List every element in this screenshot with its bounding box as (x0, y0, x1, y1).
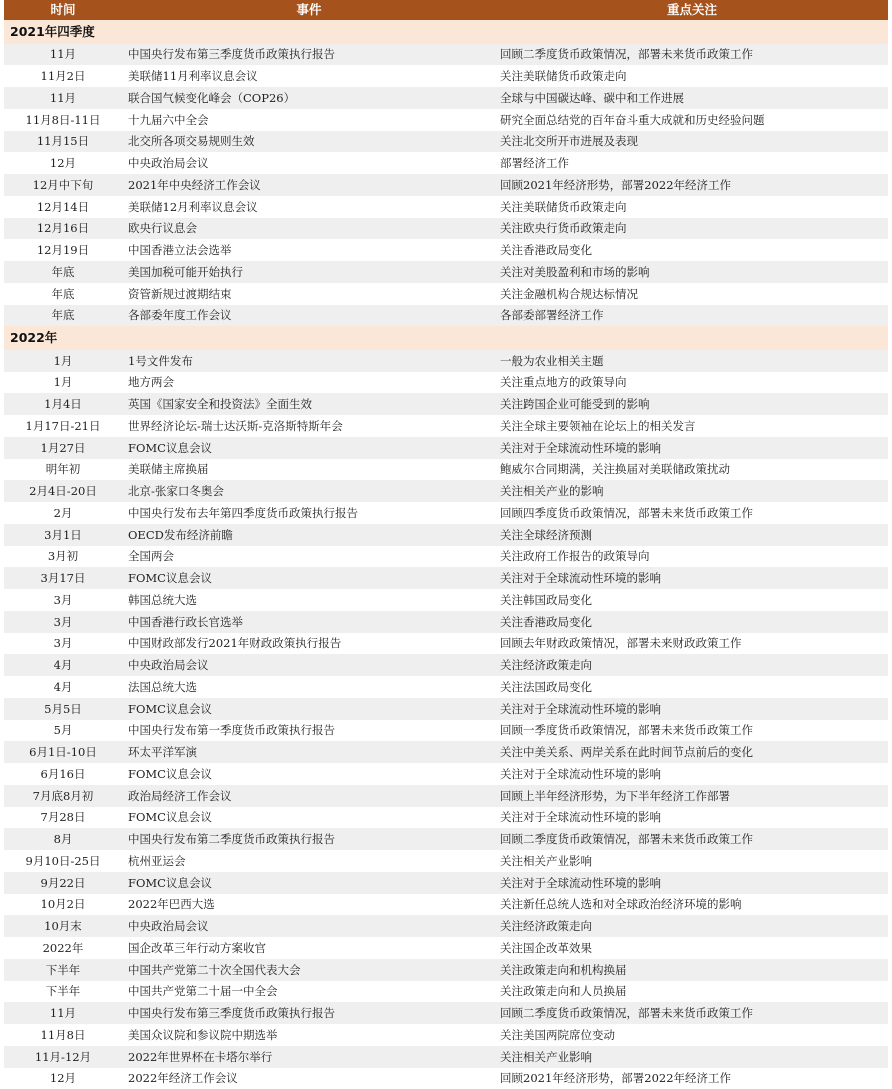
table-row (4, 393, 888, 415)
table-row (4, 850, 888, 872)
table-row (4, 437, 888, 459)
cell-time: 8月 (53, 832, 73, 847)
cell-focus: 关注韩国政局变化 (500, 592, 592, 607)
cell-focus: 回顾二季度货币政策情况，部署未来货币政策工作 (500, 47, 753, 62)
table-row (4, 785, 888, 807)
cell-focus: 关注经济政策走向 (500, 658, 592, 673)
cell-time: 下半年 (45, 984, 81, 999)
cell-time: 11月 (49, 47, 77, 62)
table-row (4, 261, 888, 283)
cell-time: 12月14日 (36, 199, 90, 214)
table-row (4, 174, 888, 196)
cell-focus: 关注相关产业的影响 (500, 484, 604, 499)
cell-event: 十九届六中全会 (128, 112, 209, 127)
cell-time: 12月 (49, 1071, 77, 1086)
cell-focus: 关注新任总统人选和对全球政治经济环境的影响 (500, 897, 742, 912)
cell-time: 1月27日 (40, 440, 86, 455)
cell-event: 2022年经济工作会议 (128, 1071, 238, 1086)
cell-time: 下半年 (45, 962, 81, 977)
cell-focus: 关注美联储货币政策走向 (500, 199, 627, 214)
table-row (4, 633, 888, 655)
cell-event: OECD发布经济前瞻 (128, 527, 233, 542)
cell-focus: 回顾一季度货币政策情况，部署未来货币政策工作 (500, 723, 753, 738)
cell-time: 6月1日-10日 (29, 745, 97, 760)
cell-time: 6月16日 (40, 766, 86, 781)
cell-time: 2022年 (42, 940, 84, 955)
cell-event: FOMC议息会议 (128, 875, 212, 890)
cell-event: 杭州亚运会 (128, 853, 186, 868)
cell-focus: 关注对于全球流动性环境的影响 (500, 875, 661, 890)
table-row (4, 807, 888, 829)
cell-time: 11月8日-11日 (25, 112, 101, 127)
table-row (4, 305, 888, 327)
cell-time: 11月 (49, 90, 77, 105)
cell-focus: 关注对于全球流动性环境的影响 (500, 701, 661, 716)
table-row (4, 611, 888, 633)
cell-time: 10月末 (44, 919, 82, 934)
table-row (4, 350, 888, 372)
cell-focus: 各部委部署经济工作 (500, 308, 604, 323)
cell-focus: 回顾上半年经济形势，为下半年经济工作部署 (500, 788, 730, 803)
cell-event: 各部委年度工作会议 (128, 308, 232, 323)
cell-event: 欧央行议息会 (128, 221, 197, 236)
cell-event: 中国央行发布第三季度货币政策执行报告 (128, 47, 335, 62)
table-row (4, 1002, 888, 1024)
cell-time: 7月28日 (40, 810, 86, 825)
table-row (4, 654, 888, 676)
cell-time: 5月5日 (44, 701, 82, 716)
table-row (4, 65, 888, 87)
cell-event: 中央政治局会议 (128, 658, 209, 673)
cell-event: 美国加税可能开始执行 (128, 264, 243, 279)
table-row (4, 239, 888, 261)
table-row (4, 196, 888, 218)
table-row (4, 676, 888, 698)
cell-event: 中国香港立法会选举 (128, 243, 232, 258)
cell-focus: 关注金融机构合规达标情况 (500, 286, 638, 301)
table-body (4, 20, 888, 1089)
cell-event: 中国央行发布第三季度货币政策执行报告 (128, 1006, 335, 1021)
cell-event: 美联储12月利率议息会议 (128, 199, 258, 214)
cell-time: 年底 (51, 286, 75, 301)
cell-event: 中国财政部发行2021年财政政策执行报告 (128, 636, 342, 651)
table-row (4, 218, 888, 240)
cell-event: 地方两会 (128, 375, 174, 390)
cell-time: 4月 (53, 658, 73, 673)
table-row (4, 415, 888, 437)
table-row (4, 502, 888, 524)
cell-event: 中国香港行政长官选举 (128, 614, 243, 629)
cell-time: 12月 (49, 156, 77, 171)
cell-event: 法国总统大选 (128, 679, 197, 694)
cell-event: 2022年巴西大选 (128, 897, 215, 912)
cell-focus: 全球与中国碳达峰、碳中和工作进展 (500, 90, 684, 105)
cell-focus: 回顾2021年经济形势，部署2022年经济工作 (500, 1071, 732, 1086)
cell-focus: 回顾2021年经济形势，部署2022年经济工作 (500, 177, 732, 192)
cell-event: 韩国总统大选 (128, 592, 197, 607)
cell-time: 9月10日-25日 (25, 853, 101, 868)
cell-time: 3月 (53, 636, 73, 651)
cell-focus: 关注相关产业影响 (500, 853, 592, 868)
cell-focus: 回顾二季度货币政策情况，部署未来货币政策工作 (500, 1006, 753, 1021)
cell-focus: 关注香港政局变化 (500, 614, 592, 629)
table-row (4, 959, 888, 981)
cell-time: 明年初 (45, 462, 81, 477)
header-time: 时间 (50, 2, 76, 17)
cell-focus: 关注对于全球流动性环境的影响 (500, 440, 661, 455)
table-row (4, 459, 888, 481)
cell-focus: 关注跨国企业可能受到的影响 (500, 397, 650, 412)
cell-event: 北京-张家口冬奥会 (128, 484, 224, 499)
cell-focus: 关注欧央行货币政策走向 (500, 221, 627, 236)
cell-time: 12月16日 (36, 221, 90, 236)
cell-event: FOMC议息会议 (128, 440, 212, 455)
cell-time: 3月17日 (40, 571, 86, 586)
cell-focus: 关注中美关系、两岸关系在此时间节点前后的变化 (500, 745, 753, 760)
cell-focus: 关注经济政策走向 (500, 919, 592, 934)
cell-focus: 关注政府工作报告的政策导向 (500, 549, 650, 564)
cell-time: 11月8日 (40, 1027, 86, 1042)
cell-event: FOMC议息会议 (128, 701, 212, 716)
cell-focus: 回顾去年财政政策情况，部署未来财政政策工作 (500, 636, 742, 651)
cell-event: 1号文件发布 (128, 353, 193, 368)
table-row (4, 763, 888, 785)
table-row (4, 720, 888, 742)
table-row (4, 152, 888, 174)
table-row (4, 44, 888, 66)
table-row (4, 589, 888, 611)
cell-event: 中央政治局会议 (128, 919, 209, 934)
cell-event: 中央政治局会议 (128, 156, 209, 171)
cell-event: 2022年世界杯在卡塔尔举行 (128, 1049, 273, 1064)
cell-focus: 研究全面总结党的百年奋斗重大成就和历史经验问题 (500, 112, 765, 127)
cell-event: 美联储11月利率议息会议 (128, 69, 258, 84)
cell-time: 1月 (53, 353, 73, 368)
table-row (4, 1068, 888, 1089)
header-focus: 重点关注 (666, 2, 717, 17)
cell-event: 联合国气候变化峰会（COP26） (128, 90, 296, 105)
cell-focus: 关注对于全球流动性环境的影响 (500, 766, 661, 781)
cell-event: FOMC议息会议 (128, 810, 212, 825)
cell-time: 1月4日 (44, 397, 82, 412)
cell-focus: 关注北交所开市进展及表现 (500, 134, 638, 149)
cell-event: 中国央行发布第一季度货币政策执行报告 (128, 723, 335, 738)
cell-focus: 关注重点地方的政策导向 (500, 375, 627, 390)
cell-focus: 关注政策走向和人员换届 (500, 984, 627, 999)
cell-time: 7月底8月初 (32, 788, 94, 803)
section-header: 2021年四季度 (4, 20, 888, 44)
cell-focus: 鲍威尔合同期满，关注换届对美联储政策扰动 (500, 462, 730, 477)
table-row (4, 524, 888, 546)
table-row (4, 894, 888, 916)
cell-time: 2月4日-20日 (29, 484, 97, 499)
table-header-row (4, 0, 888, 20)
cell-event: 政治局经济工作会议 (128, 788, 232, 803)
cell-time: 9月22日 (40, 875, 86, 890)
cell-time: 2月 (53, 505, 73, 520)
cell-focus: 回顾四季度货币政策情况，部署未来货币政策工作 (500, 505, 753, 520)
cell-time: 1月 (53, 375, 73, 390)
cell-time: 10月2日 (40, 897, 86, 912)
cell-time: 3月1日 (44, 527, 82, 542)
table-row (4, 546, 888, 568)
cell-event: 世界经济论坛-瑞士达沃斯-克洛斯特斯年会 (128, 418, 343, 433)
table-row (4, 480, 888, 502)
section-header: 2022年 (4, 326, 888, 350)
cell-time: 3月 (53, 614, 73, 629)
cell-time: 4月 (53, 679, 73, 694)
cell-focus: 关注香港政局变化 (500, 243, 592, 258)
cell-event: 2021年中央经济工作会议 (128, 177, 261, 192)
table-row (4, 283, 888, 305)
cell-focus: 关注对美股盈利和市场的影响 (500, 264, 650, 279)
cell-time: 11月-12月 (34, 1049, 92, 1064)
cell-focus: 关注相关产业影响 (500, 1049, 592, 1064)
cell-event: 环太平洋军演 (128, 745, 197, 760)
cell-event: 中国央行发布第二季度货币政策执行报告 (128, 832, 335, 847)
cell-event: FOMC议息会议 (128, 766, 212, 781)
cell-focus: 一般为农业相关主题 (500, 353, 604, 368)
table-row (4, 1024, 888, 1046)
cell-time: 3月 (53, 592, 73, 607)
cell-event: 北交所各项交易规则生效 (128, 134, 255, 149)
cell-time: 3月初 (47, 549, 79, 564)
cell-time: 12月19日 (36, 243, 90, 258)
cell-event: 美国众议院和参议院中期选举 (128, 1027, 278, 1042)
event-schedule-table (4, 0, 888, 1089)
table-row (4, 1046, 888, 1068)
cell-event: 美联储主席换届 (128, 462, 209, 477)
cell-event: 英国《国家安全和投资法》全面生效 (128, 397, 312, 412)
cell-focus: 关注美联储货币政策走向 (500, 69, 627, 84)
table-row (4, 372, 888, 394)
cell-focus: 关注国企改革效果 (500, 940, 592, 955)
table-row (4, 698, 888, 720)
cell-time: 1月17日-21日 (25, 418, 101, 433)
cell-event: 中国央行发布去年第四季度货币政策执行报告 (128, 505, 358, 520)
table-row (4, 981, 888, 1003)
table-row (4, 567, 888, 589)
cell-time: 11月15日 (36, 134, 90, 149)
table-row (4, 109, 888, 131)
cell-event: 全国两会 (128, 549, 174, 564)
cell-time: 5月 (53, 723, 73, 738)
cell-event: FOMC议息会议 (128, 571, 212, 586)
cell-time: 11月2日 (40, 69, 86, 84)
cell-time: 11月 (49, 1006, 77, 1021)
header-event: 事件 (296, 2, 322, 17)
table-row (4, 937, 888, 959)
table-row (4, 87, 888, 109)
cell-event: 中国共产党第二十次全国代表大会 (128, 962, 301, 977)
cell-focus: 关注法国政局变化 (500, 679, 592, 694)
cell-event: 中国共产党第二十届一中全会 (128, 984, 278, 999)
table-row (4, 915, 888, 937)
cell-event: 资管新规过渡期结束 (128, 286, 232, 301)
table-row (4, 131, 888, 153)
cell-focus: 关注对于全球流动性环境的影响 (500, 810, 661, 825)
cell-focus: 回顾二季度货币政策情况，部署未来货币政策工作 (500, 832, 753, 847)
cell-time: 年底 (51, 308, 75, 323)
table-row (4, 741, 888, 763)
cell-focus: 关注政策走向和机构换届 (500, 962, 627, 977)
cell-focus: 关注美国两院席位变动 (500, 1027, 615, 1042)
cell-focus: 关注全球经济预测 (500, 527, 592, 542)
cell-focus: 关注全球主要领袖在论坛上的相关发言 (500, 418, 696, 433)
cell-focus: 部署经济工作 (500, 156, 569, 171)
table-row (4, 828, 888, 850)
cell-event: 国企改革三年行动方案收官 (128, 940, 266, 955)
cell-time: 年底 (51, 264, 75, 279)
cell-time: 12月中下旬 (32, 177, 94, 192)
cell-focus: 关注对于全球流动性环境的影响 (500, 571, 661, 586)
table-row (4, 872, 888, 894)
